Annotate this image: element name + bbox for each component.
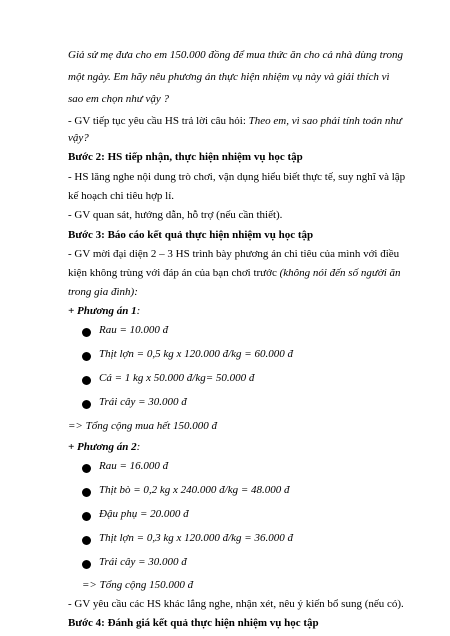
bullet-icon — [82, 560, 91, 569]
option2-item: Trái cây = 30.000 đ — [99, 556, 187, 568]
option2-label-line — [68, 440, 140, 454]
option2-total: => Tổng cộng 150.000 đ — [82, 579, 194, 591]
intro-line-3: sao em chọn như vậy ? — [68, 93, 170, 105]
option1-item: Cá = 1 kg x 50.000 đ/kg= 50.000 đ — [99, 372, 255, 384]
option2-colon: : — [136, 441, 141, 453]
step2-line-3: - GV quan sát, hướng dẫn, hỗ trợ (nếu cần thiết). — [68, 209, 283, 221]
gv-followup-question: Theo em, vì sao phải tính toán như — [248, 115, 402, 127]
option1-label-line — [68, 304, 140, 318]
step2-heading: Bước 2: HS tiếp nhận, thực hiện nhiệm vụ học tập — [68, 151, 303, 163]
step4-heading: Bước 4: Đánh giá kết quả thực hiện nhiệm vụ học tập — [68, 617, 319, 629]
option2-item: Rau = 16.000 đ — [99, 460, 169, 472]
option1-total: => Tổng cộng mua hết 150.000 đ — [68, 420, 217, 432]
gv-followup-line — [68, 114, 402, 128]
option1-label: + Phương án 1 — [68, 305, 137, 317]
bullet-icon — [82, 400, 91, 409]
bullet-icon — [82, 536, 91, 545]
option2-item: Thịt lợn = 0,3 kg x 120.000 đ/kg = 36.000 đ — [99, 532, 293, 544]
bullet-icon — [82, 512, 91, 521]
option1-item: Rau = 10.000 đ — [99, 324, 169, 336]
step3-line-2-text: kiện không trùng với đáp án của bạn chơi trước — [68, 267, 280, 279]
option2-item: Thịt bò = 0,2 kg x 240.000 đ/kg = 48.000 đ — [99, 484, 290, 496]
intro-line-2: một ngày. Em hãy nêu phương án thực hiện nhiệm vụ này và giải thích vì — [68, 71, 390, 83]
bullet-icon — [82, 376, 91, 385]
step3-line-1: - GV mời đại diện 2 – 3 HS trình bày phương án chi tiêu của mình với điều — [68, 248, 400, 260]
bullet-icon — [82, 352, 91, 361]
option1-item: Thịt lợn = 0,5 kg x 120.000 đ/kg = 60.000 đ — [99, 348, 293, 360]
option1-colon: : — [136, 305, 141, 317]
bullet-icon — [82, 328, 91, 337]
bullet-icon — [82, 464, 91, 473]
step3-heading: Bước 3: Báo cáo kết quả thực hiện nhiệm vụ học tập — [68, 229, 314, 241]
step3-line-3: trong gia đình): — [68, 286, 138, 298]
gv-followup-question-end: vậy? — [68, 132, 89, 144]
gv-closing-line: - GV yêu cầu các HS khác lắng nghe, nhận xét, nêu ý kiến bổ sung (nếu có). — [68, 598, 404, 610]
step2-line-2: kế hoạch chi tiêu hợp lí. — [68, 190, 175, 202]
intro-line-1: Giả sử mẹ đưa cho em 150.000 đồng để mua thức ăn cho cả nhà dùng trong — [68, 49, 404, 61]
gv-followup-prefix: - GV tiếp tục yêu cầu HS trả lời câu hỏi: — [68, 115, 249, 127]
option1-item: Trái cây = 30.000 đ — [99, 396, 187, 408]
step3-line-2 — [68, 266, 401, 280]
step3-line-2-note: (không nói đến số người ăn — [279, 267, 401, 279]
step2-line-1: - HS lăng nghe nội dung trò chơi, vận dụng hiểu biết thực tế, suy nghĩ và lập — [68, 171, 406, 183]
bullet-icon — [82, 488, 91, 497]
option2-item: Đậu phụ = 20.000 đ — [99, 508, 189, 520]
option2-label: + Phương án 2 — [68, 441, 137, 453]
